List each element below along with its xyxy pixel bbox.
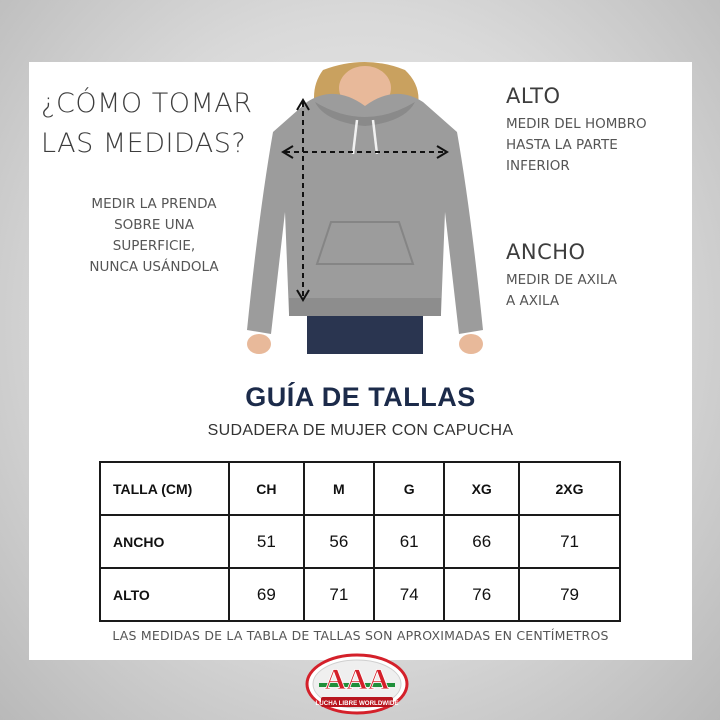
note-line-4: NUNCA USÁNDOLA [89,259,219,275]
note-line-3: SUPERFICIE, [112,238,196,254]
size-guide-subtitle: SUDADERA DE MUJER CON CAPUCHA [207,422,514,439]
header-cell-2xg: 2XG [519,462,620,515]
alto-heading: ALTO [506,84,561,108]
table-cell: 56 [304,515,374,568]
right-hand [459,334,483,354]
table-cell: 74 [374,568,444,621]
left-hand [247,334,271,354]
table-cell: 71 [519,515,620,568]
table-cell: 51 [229,515,304,568]
ancho-desc-line-1: MEDIR DE AXILA [506,272,617,288]
header-cell-g: G [374,462,444,515]
table-cell: 66 [444,515,519,568]
ancho-heading: ANCHO [506,240,586,264]
header-cell-size-cm: TALLA (CM) [100,462,229,515]
header-cell-m: M [304,462,374,515]
logo-aaa-text: AAA [324,663,390,696]
how-to-measure-title-line-1: ¿CÓMO TOMAR [41,88,253,119]
how-to-measure-title-line-2: LAS MEDIDAS? [41,128,247,159]
table-row-alto [100,568,620,621]
waistband [289,298,441,316]
hoodie-model-image [245,62,485,354]
size-guide-card [29,62,692,660]
ancho-section [506,240,617,312]
table-cell: 69 [229,568,304,621]
table-cell: 79 [519,568,620,621]
table-cell: 76 [444,568,519,621]
table-row-ancho [100,515,620,568]
row-label-ancho: ANCHO [100,515,229,568]
jeans-shape [307,316,423,354]
header-cell-ch: CH [229,462,304,515]
alto-description [506,114,647,177]
alto-section [506,84,647,177]
aaa-logo [305,653,409,715]
measure-flat-note [69,194,239,278]
approximate-measurements-note: LAS MEDIDAS DE LA TABLA DE TALLAS SON APROXIMADAS EN CENTÍMETROS [112,628,609,643]
alto-desc-line-1: MEDIR DEL HOMBRO [506,116,647,132]
hoodie-body [247,94,483,334]
header-cell-xg: XG [444,462,519,515]
table-header-row [100,462,620,515]
note-line-2: SOBRE UNA [114,217,194,233]
logo-caption-text: LUCHA LIBRE WORLDWIDE [315,700,399,707]
alto-desc-line-2: HASTA LA PARTE [506,137,618,153]
size-table [99,461,621,622]
how-to-measure-title [41,84,271,164]
table-cell: 61 [374,515,444,568]
alto-desc-line-3: INFERIOR [506,158,570,174]
ancho-desc-line-2: A AXILA [506,293,560,309]
table-cell: 71 [304,568,374,621]
size-guide-title: GUÍA DE TALLAS [245,382,476,412]
ancho-description [506,270,617,312]
row-label-alto: ALTO [100,568,229,621]
note-line-1: MEDIR LA PRENDA [91,196,217,212]
